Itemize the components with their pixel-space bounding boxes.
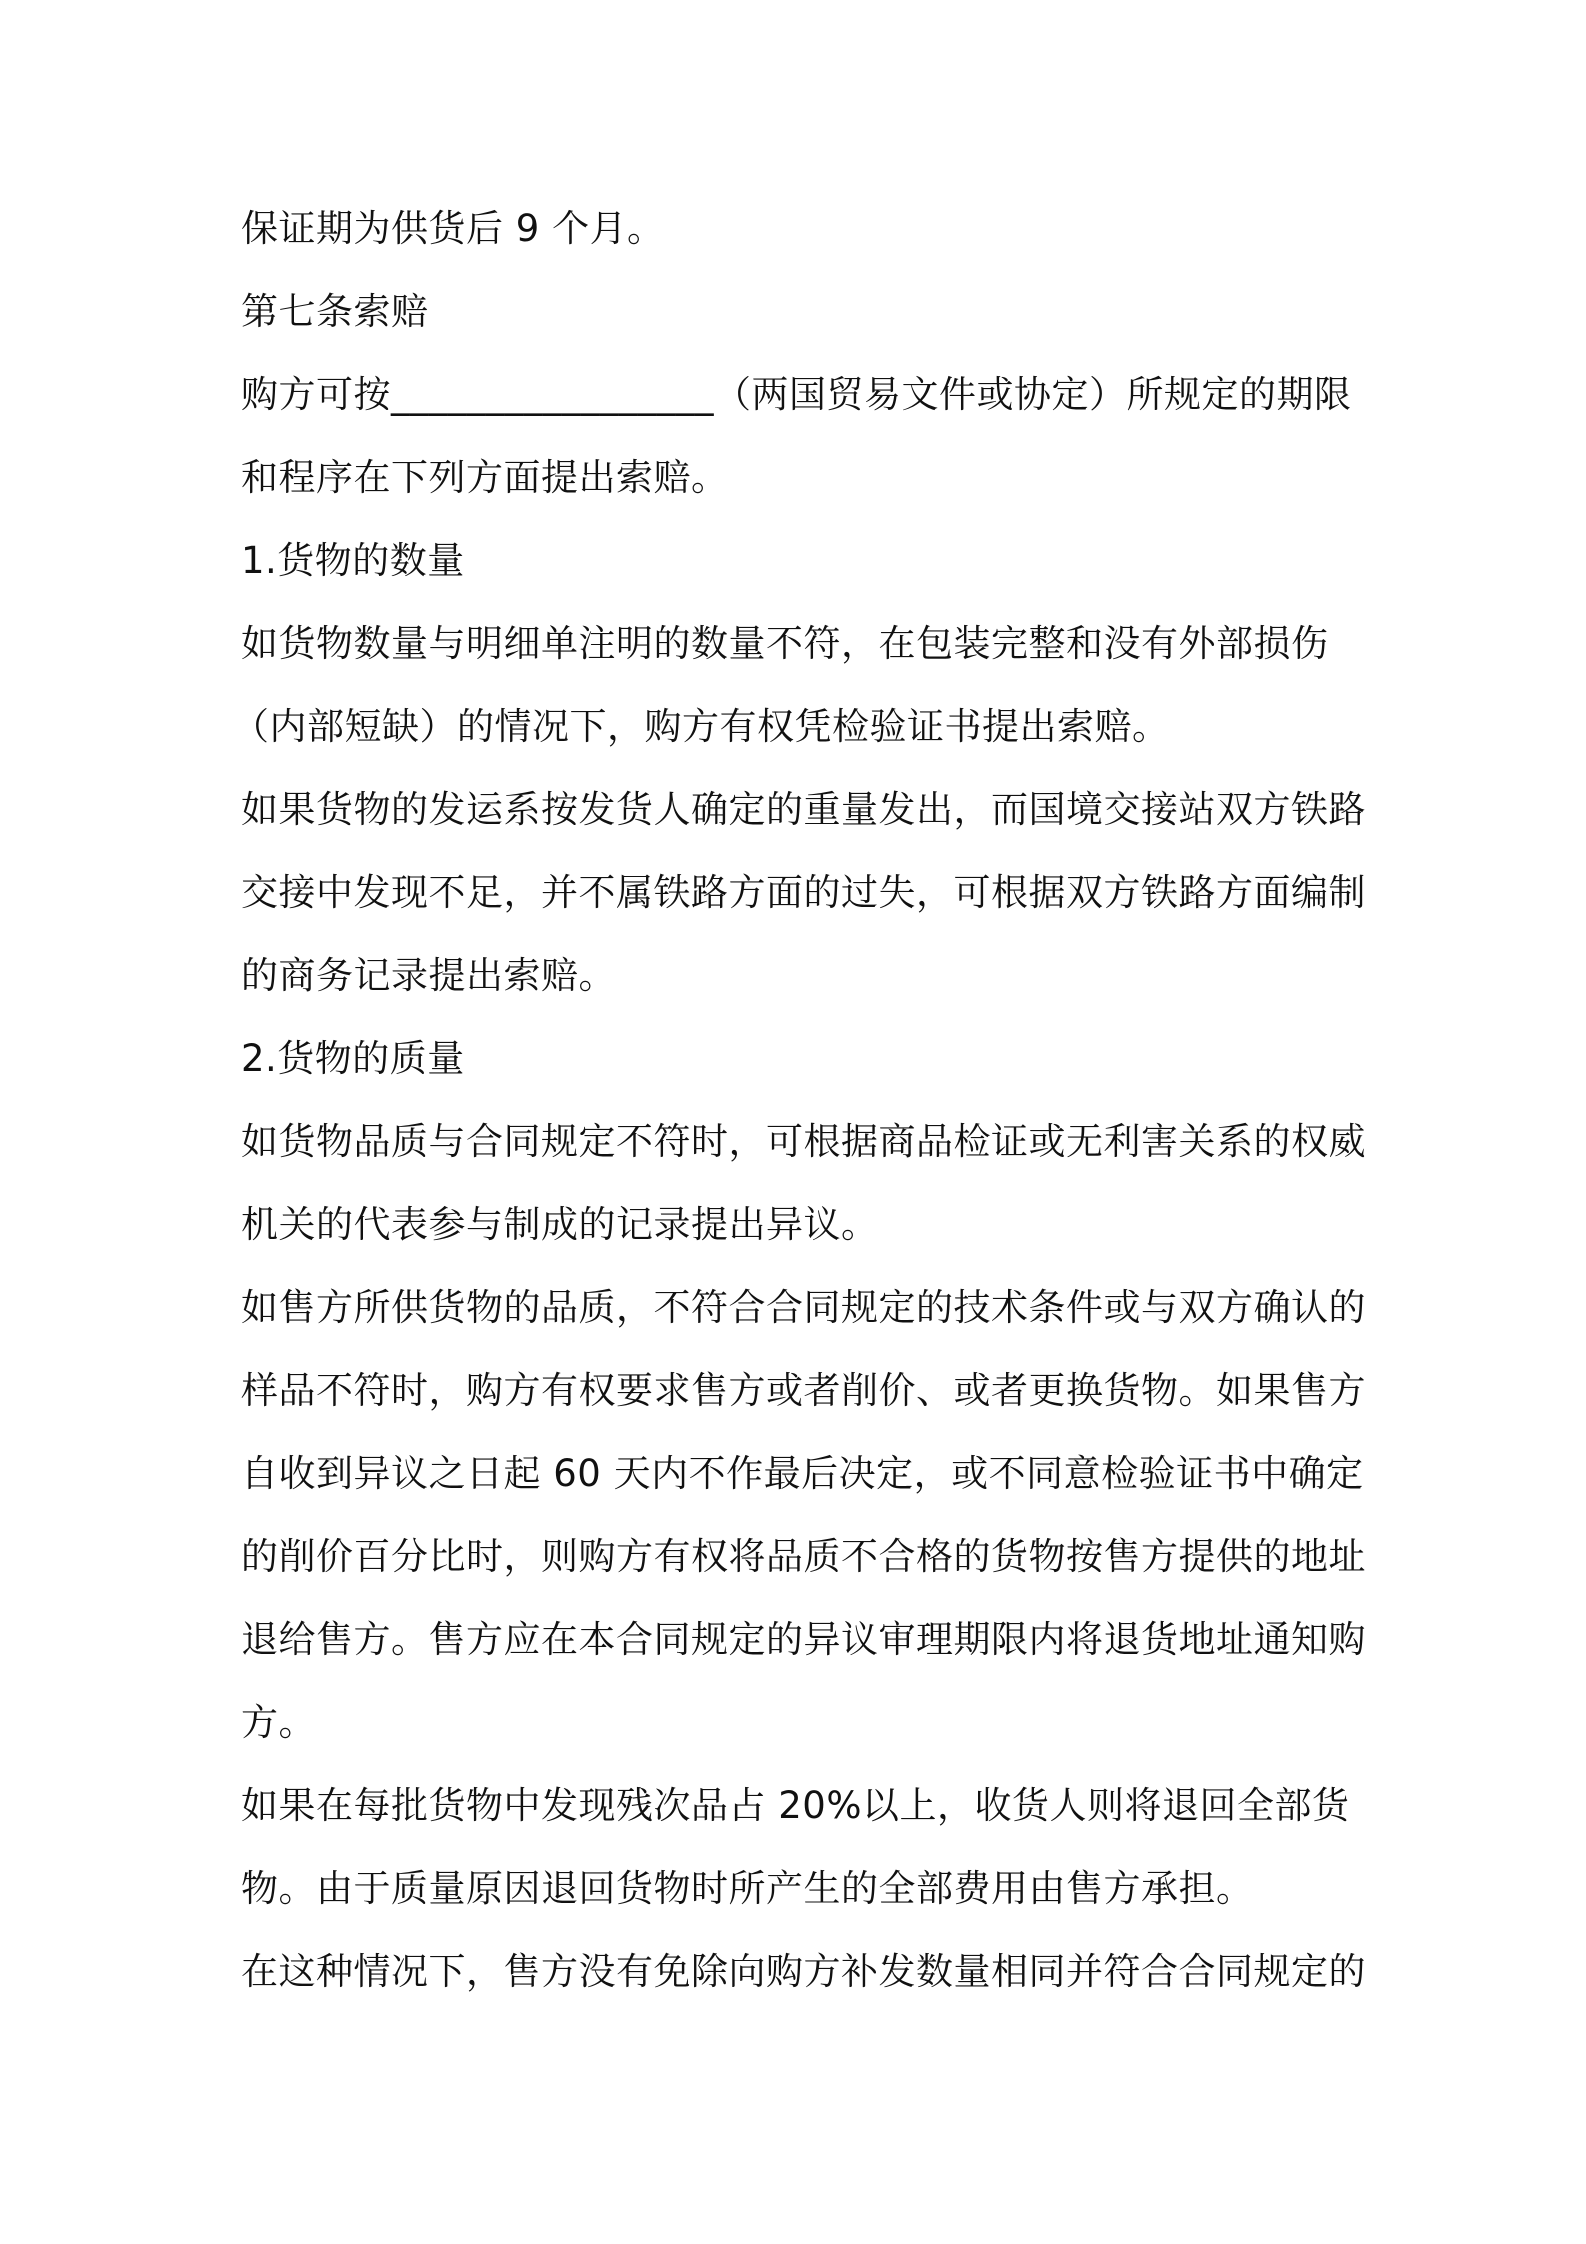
heading-article-7-claims: 第七条索赔 (241, 290, 429, 333)
text-line: 如货物品质与合同规定不符时，可根据商品检证或无利害关系的权威 (241, 1120, 1366, 1163)
heading-quantity: 1.货物的数量 (241, 539, 465, 582)
text-line: 如售方所供货物的品质，不符合合同规定的技术条件或与双方确认的 (241, 1286, 1366, 1329)
text-line: 的削价百分比时，则购方有权将品质不合格的货物按售方提供的地址 (241, 1535, 1366, 1578)
text-line: 如果货物的发运系按发货人确定的重量发出，而国境交接站双方铁路 (241, 788, 1366, 831)
text-line: 方。 (241, 1701, 316, 1744)
text-line: 如果在每批货物中发现残次品占 20%以上，收货人则将退回全部货 (241, 1784, 1350, 1827)
text-line: 物。由于质量原因退回货物时所产生的全部费用由售方承担。 (241, 1867, 1254, 1910)
text-line: 在这种情况下，售方没有免除向购方补发数量相同并符合合同规定的 (241, 1950, 1366, 1993)
text-line: 的商务记录提出索赔。 (241, 954, 616, 997)
text-line: 机关的代表参与制成的记录提出异议。 (241, 1203, 879, 1246)
text-line: 退给售方。售方应在本合同规定的异议审理期限内将退货地址通知购 (241, 1618, 1366, 1661)
heading-quality: 2.货物的质量 (241, 1037, 465, 1080)
text-line: 交接中发现不足，并不属铁路方面的过失，可根据双方铁路方面编制 (241, 871, 1366, 914)
text-line-claims-basis: 购方可按_________________（两国贸易文件或协定）所规定的期限 (241, 373, 1352, 416)
text-line: 和程序在下列方面提出索赔。 (241, 456, 729, 499)
text-line: （内部短缺）的情况下，购方有权凭检验证书提出索赔。 (232, 705, 1170, 748)
text-line-warranty: 保证期为供货后 9 个月。 (241, 207, 665, 250)
text-line: 自收到异议之日起 60 天内不作最后决定，或不同意检验证书中确定 (241, 1452, 1364, 1495)
text-line: 样品不符时，购方有权要求售方或者削价、或者更换货物。如果售方 (241, 1369, 1366, 1412)
text-line: 如货物数量与明细单注明的数量不符，在包装完整和没有外部损伤 (241, 622, 1329, 665)
